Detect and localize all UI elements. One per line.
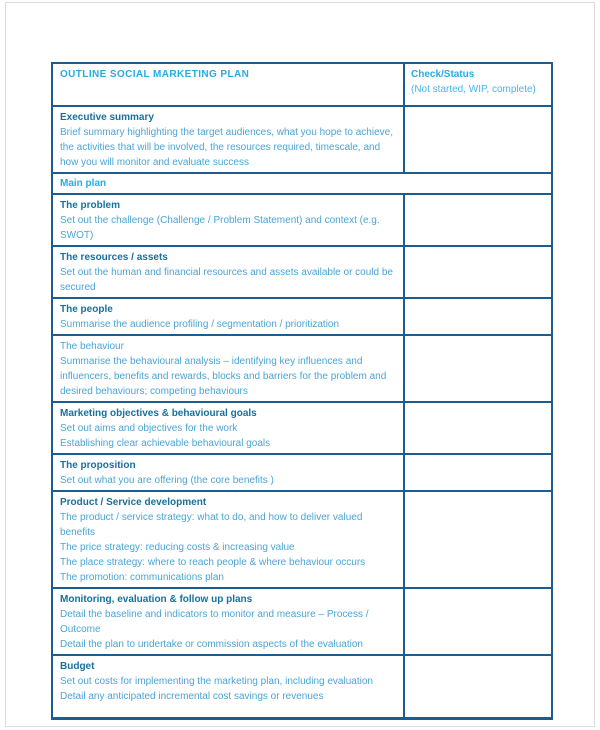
row-paragraph: Detail any anticipated incremental cost savings or revenues (60, 691, 324, 702)
row-text-cell (53, 492, 403, 587)
row-paragraph: The product / service strategy: what to do, and how to deliver valued benefits (60, 512, 363, 538)
row-title: The people (60, 304, 113, 315)
row-text-cell (53, 589, 403, 654)
row-title: The resources / assets (60, 252, 168, 263)
row-paragraph: Detail the plan to undertake or commission aspects of the evaluation (60, 639, 363, 650)
table-row-main-plan (53, 174, 551, 195)
table-row-the-behaviour (53, 336, 551, 403)
status-cell[interactable] (403, 589, 551, 654)
row-text-cell (53, 195, 403, 245)
row-title: Marketing objectives & behavioural goals (60, 408, 257, 419)
row-text-cell (53, 107, 403, 172)
row-paragraph: The place strategy: where to reach people & where behaviour occurs (60, 557, 366, 568)
row-paragraph: Summarise the audience profiling / segmentation / prioritization (60, 319, 340, 330)
row-paragraph: Set out costs for implementing the marketing plan, including evaluation (60, 676, 373, 687)
table-row-monitoring-evaluation (53, 589, 551, 656)
status-cell[interactable] (403, 299, 551, 334)
row-paragraph: Detail the baseline and indicators to monitor and measure – Process / Outcome (60, 609, 369, 635)
row-paragraph: The price strategy: reducing costs & increasing value (60, 542, 295, 553)
table-row-budget (53, 656, 551, 717)
status-cell[interactable] (403, 492, 551, 587)
page-title: OUTLINE SOCIAL MARKETING PLAN (60, 69, 250, 80)
row-title: Budget (60, 661, 95, 672)
table-row-the-problem (53, 195, 551, 247)
row-paragraph: Set out aims and objectives for the work (60, 423, 238, 434)
status-cell[interactable] (403, 403, 551, 453)
status-column-title: Check/Status (411, 69, 475, 80)
row-paragraph: Summarise the behavioural analysis – identifying key influences and influencers, benefits and rewards, blocks and barriers for the problem and desired behaviours; competing behaviours (60, 356, 387, 397)
row-text-cell (53, 656, 403, 717)
row-title: The behaviour (60, 341, 124, 352)
row-paragraph: Brief summary highlighting the target audiences, what you hope to achieve, the activities that will be involved, the resources required, timescale, and how you will monitor and evaluate success (60, 127, 393, 168)
table-row-executive-summary (53, 107, 551, 174)
table-row-the-proposition (53, 455, 551, 492)
row-paragraph: Set out what you are offering (the core benefits ) (60, 475, 274, 486)
section-label: Main plan (60, 178, 107, 189)
status-column-header (403, 64, 551, 105)
table-title-cell (53, 64, 403, 105)
status-cell[interactable] (403, 455, 551, 490)
table-row-resources-assets (53, 247, 551, 299)
table-row-the-people (53, 299, 551, 336)
row-paragraph: The promotion: communications plan (60, 572, 224, 583)
row-title: The proposition (60, 460, 136, 471)
row-text-cell (53, 299, 403, 334)
marketing-plan-table (51, 62, 553, 720)
row-text-cell (53, 247, 403, 297)
table-row-marketing-objectives (53, 403, 551, 455)
row-paragraph: Set out the challenge (Challenge / Problem Statement) and context (e.g. SWOT) (60, 215, 380, 241)
row-text-cell (53, 455, 403, 490)
row-text-cell (53, 336, 403, 401)
status-cell[interactable] (403, 195, 551, 245)
table-row-product-service-development (53, 492, 551, 589)
row-text-cell (53, 403, 403, 453)
row-title: Product / Service development (60, 497, 207, 508)
section-cell (53, 174, 551, 193)
table-header-row (53, 64, 551, 107)
row-paragraph: Set out the human and financial resources and assets available or could be secured (60, 267, 393, 293)
status-cell[interactable] (403, 656, 551, 717)
row-title: The problem (60, 200, 121, 211)
status-cell[interactable] (403, 107, 551, 172)
status-cell[interactable] (403, 247, 551, 297)
row-title: Executive summary (60, 112, 154, 123)
row-paragraph: Establishing clear achievable behavioural goals (60, 438, 271, 449)
status-cell[interactable] (403, 336, 551, 401)
status-column-subtitle: (Not started, WIP, complete) (411, 84, 536, 95)
row-title: Monitoring, evaluation & follow up plans (60, 594, 253, 605)
